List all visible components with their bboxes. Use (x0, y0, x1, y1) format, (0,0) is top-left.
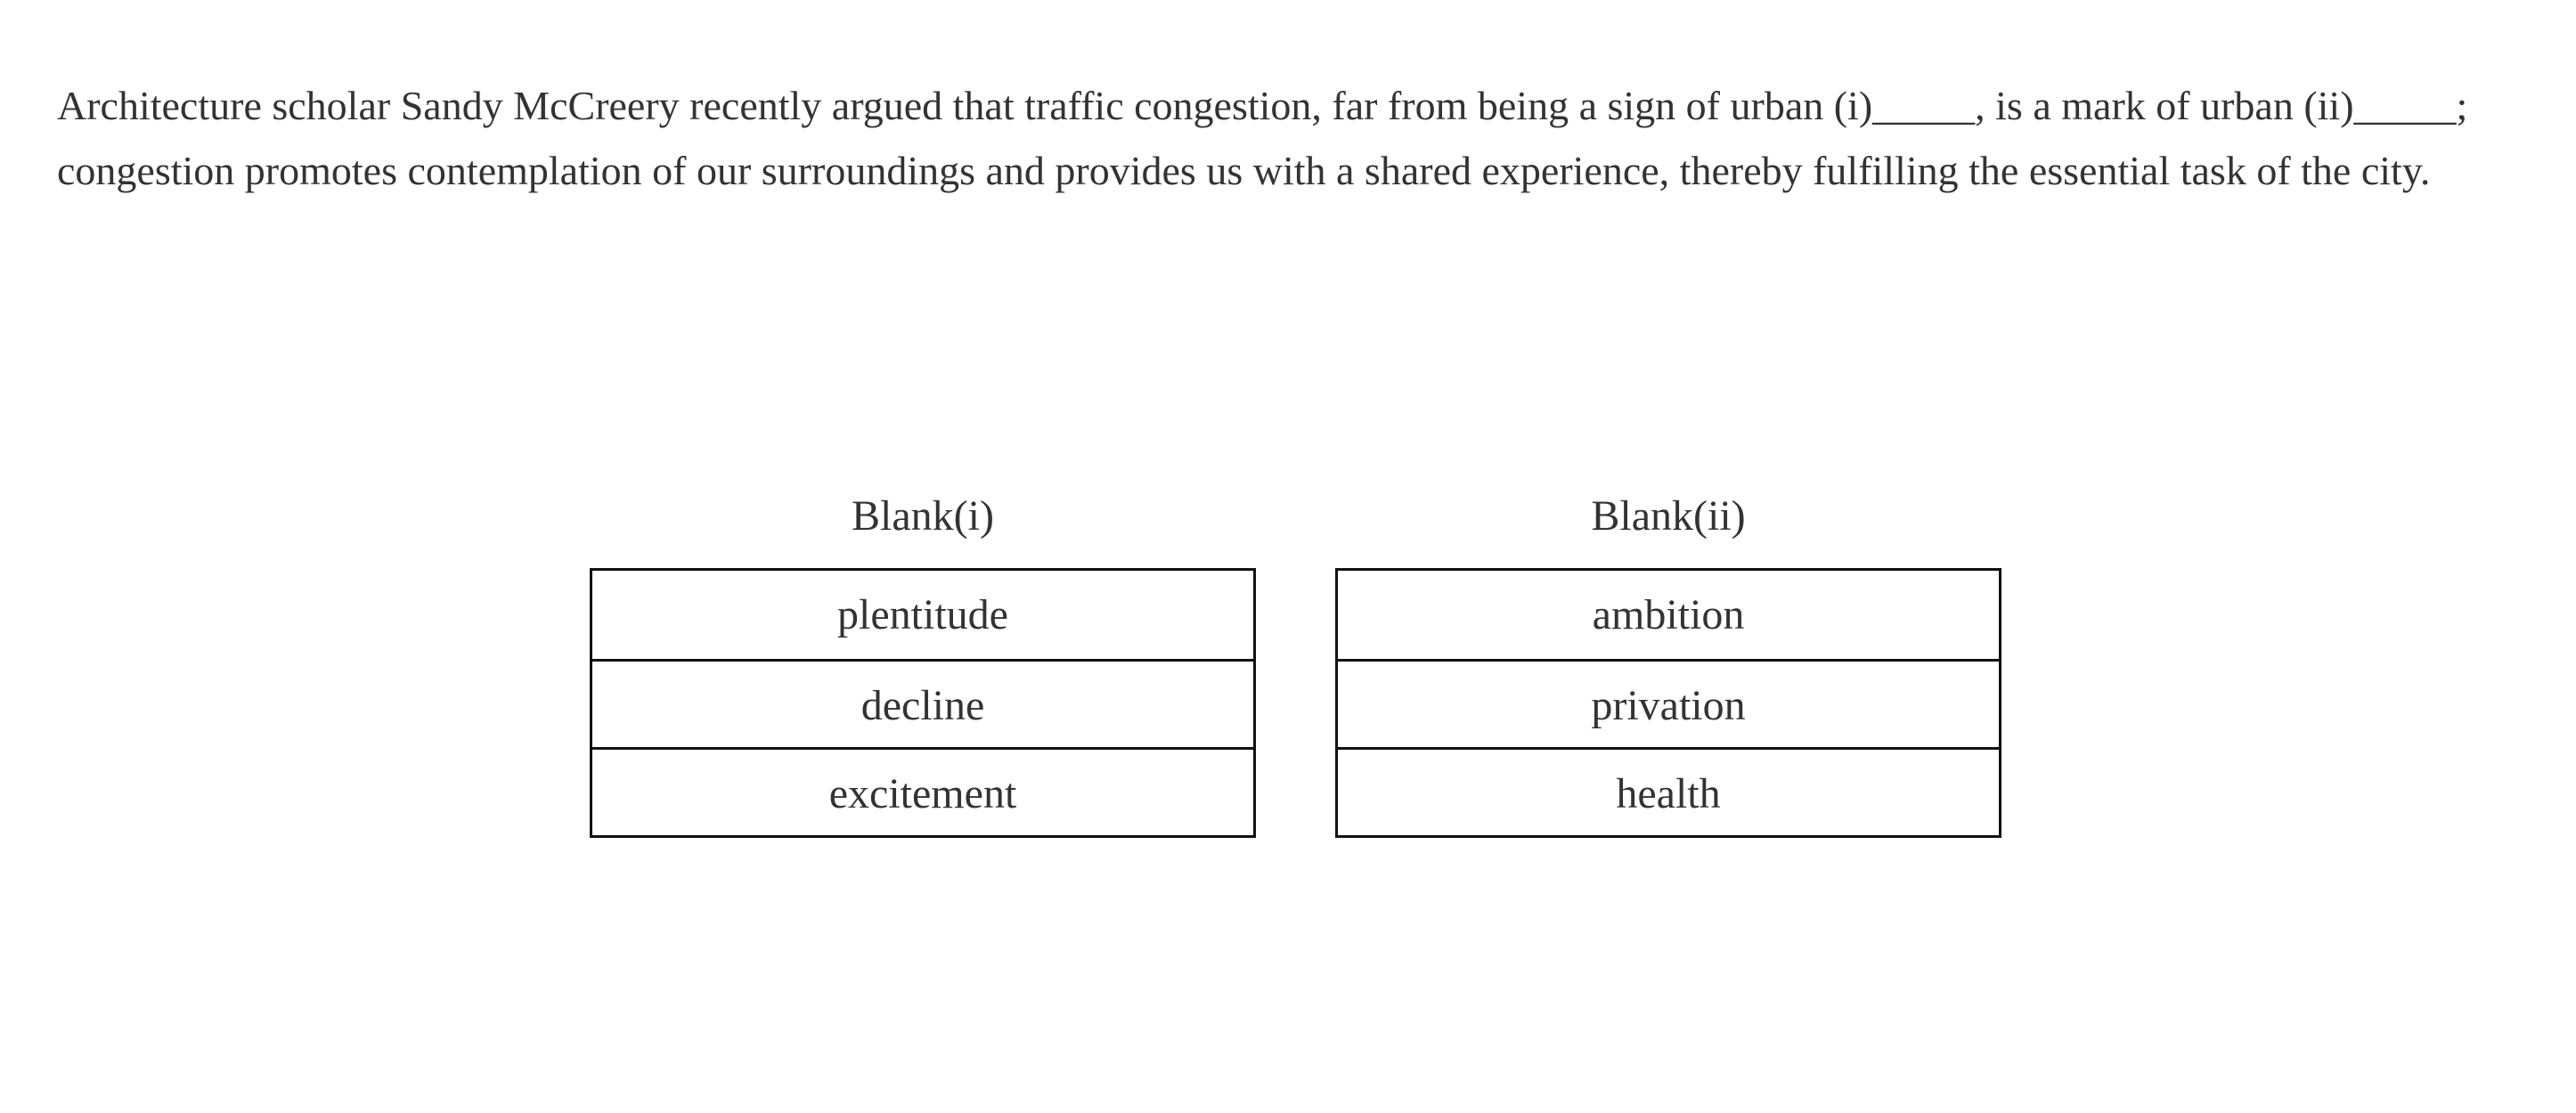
blank-i-option-decline[interactable]: decline (592, 659, 1253, 747)
question-text: Architecture scholar Sandy McCreery recently argued that traffic congestion, far from being a sign of urban (i)_____, is a mark of urban (ii)_____; congestion promotes contemplation of our surroundings and provides us with a shared experience, thereby fulfilling the essential task of the city. (57, 83, 2468, 193)
blank-ii-options (1335, 568, 2001, 838)
blank-i-options (590, 568, 1256, 838)
blank-i-column (590, 481, 1256, 838)
blank-ii-option-ambition[interactable]: ambition (1592, 591, 1745, 638)
blank-i-option-excitement[interactable]: excitement (592, 747, 1253, 835)
blank-ii-header: Blank(ii) (1591, 492, 1746, 540)
blank-ii-option-health[interactable]: health (1338, 747, 1999, 835)
blank-ii-column (1335, 481, 2001, 838)
blank-ii-option-privation[interactable]: privation (1338, 659, 1999, 747)
blank-i-header: Blank(i) (852, 492, 994, 540)
blank-i-option-plentitude[interactable]: plentitude (837, 591, 1008, 638)
